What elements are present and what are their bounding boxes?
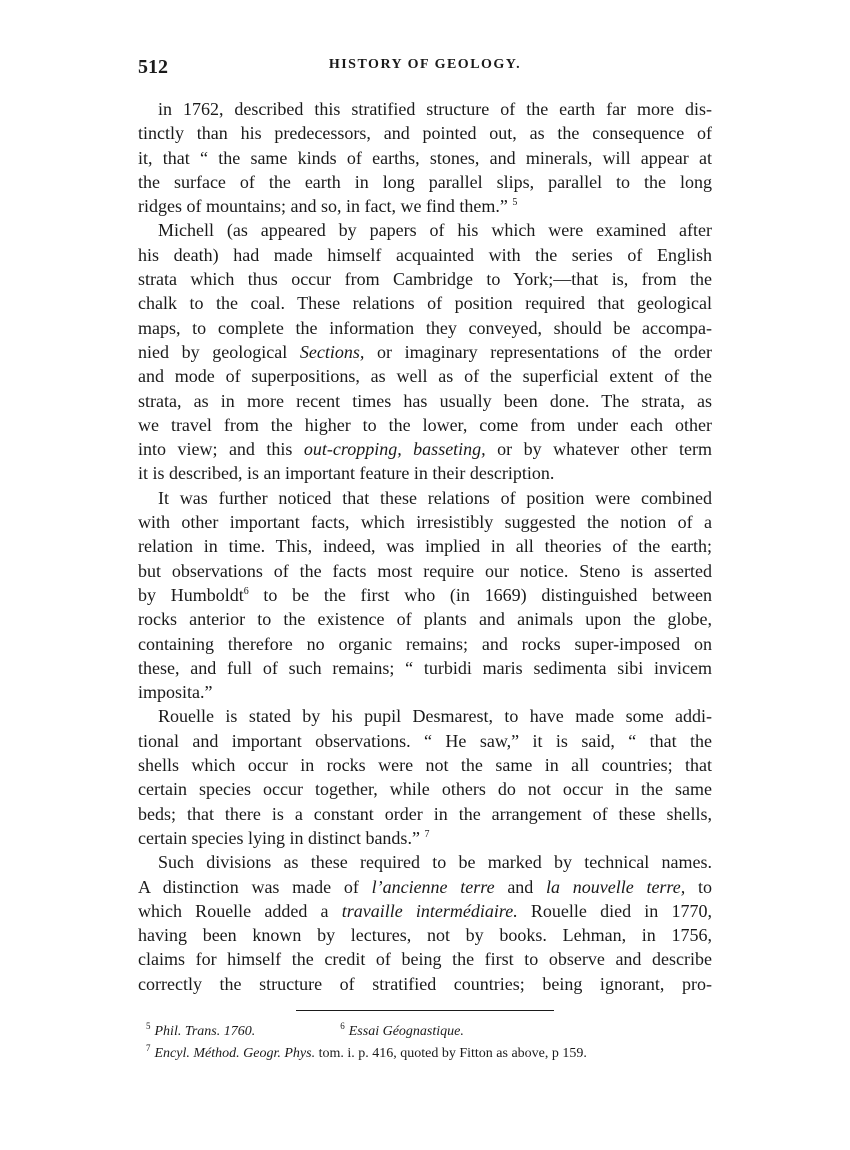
text-segment: beds; that there is a constant order in the arrangement of these shells, (138, 803, 712, 824)
text-segment: shells which occur in rocks were not the same in all countries; that (138, 755, 712, 776)
text-line (138, 486, 712, 510)
text-segment: but observations of the facts most require our notice. Steno is asserted (138, 560, 712, 581)
text-segment: Rouelle died in 1770, (517, 900, 712, 921)
footnote-rule (296, 1010, 554, 1011)
footnote-row (146, 1043, 712, 1065)
text-segment: correctly the structure of stratified countries; being ignorant, pro- (138, 973, 712, 994)
footnote-5: Phil. Trans. 1760. (154, 1023, 256, 1039)
text-line (138, 170, 712, 194)
footnote-mark: 5 (146, 1021, 151, 1032)
text-line (138, 729, 712, 753)
italic-text: Sections, (299, 341, 365, 362)
text-line (138, 218, 712, 242)
paragraph (138, 218, 712, 485)
text-segment: having been known by lectures, not by books. Lehman, in 1756, (138, 925, 712, 946)
text-line (138, 826, 712, 850)
page-number: 512 (138, 56, 168, 78)
text-line (138, 753, 712, 777)
paragraph (138, 97, 712, 218)
text-line (138, 972, 712, 996)
text-segment: Rouelle is stated by his pupil Desmarest, to have made some addi- (158, 706, 712, 727)
text-segment: it is described, is an important feature in their description. (138, 463, 555, 484)
text-segment: to be the first who (in 1669) distinguished between (248, 584, 712, 605)
page-content (138, 56, 712, 1065)
text-segment: and mode of superpositions, as well as of the superficial extent of the (138, 366, 712, 387)
footnote-row (146, 1021, 712, 1043)
text-line (138, 461, 712, 485)
text-line (138, 875, 712, 899)
text-line (138, 899, 712, 923)
text-segment: these, and full of such remains; “ turbidi maris sedimenta sibi invicem (138, 657, 712, 678)
text-segment: tional and important observations. “ He saw,” it is said, “ that the (138, 730, 712, 751)
text-line (138, 413, 712, 437)
body-text (138, 97, 712, 996)
footnote-7-source: Encyl. Méthod. Geogr. Phys. (154, 1045, 316, 1061)
text-segment: certain species lying in distinct bands.” (138, 827, 425, 848)
text-segment: or imaginary representations of the order (364, 341, 712, 362)
text-segment: chalk to the coal. These relations of position required that geological (138, 293, 712, 314)
text-segment: A distinction was made of (138, 876, 372, 897)
text-segment: or by whatever other term (485, 439, 712, 460)
text-segment: certain species occur together, while others do not occur in the same (138, 779, 712, 800)
italic-text: travaille intermédiaire. (341, 900, 518, 921)
text-segment: his death) had made himself acquainted with the series of English (138, 244, 712, 265)
text-segment: it, that “ the same kinds of earths, stones, and minerals, will appear at (138, 147, 712, 168)
text-line (138, 389, 712, 413)
text-line (138, 364, 712, 388)
paragraph (138, 704, 712, 850)
italic-text: out-cropping, basseting, (303, 439, 486, 460)
text-segment: strata which thus occur from Cambridge to York;—that is, from the (138, 269, 712, 290)
text-line (138, 923, 712, 947)
paragraph (138, 486, 712, 705)
text-line (138, 267, 712, 291)
text-segment: in 1762, described this stratified structure of the earth far more dis- (158, 99, 712, 119)
text-segment: claims for himself the credit of being the first to observe and describe (138, 949, 712, 970)
italic-text: la nouvelle terre, (546, 876, 686, 897)
text-line (138, 291, 712, 315)
text-line (138, 510, 712, 534)
text-segment: Michell (as appeared by papers of his which were examined after (158, 220, 712, 241)
text-segment: which Rouelle added a (138, 900, 342, 921)
text-segment: containing therefore no organic remains; and rocks super-imposed on (138, 633, 712, 654)
text-line (138, 97, 712, 121)
text-segment: strata, as in more recent times has usually been done. The strata, as (138, 390, 712, 411)
text-line (138, 656, 712, 680)
text-segment: the surface of the earth in long parallel slips, parallel to the long (138, 171, 712, 192)
text-line (138, 121, 712, 145)
text-line (138, 146, 712, 170)
text-segment: into view; and this (138, 439, 304, 460)
footnote-reference: 5 (512, 197, 518, 209)
text-line (138, 850, 712, 874)
text-line (138, 777, 712, 801)
italic-text: l’ancienne terre (371, 876, 495, 897)
footnote-reference: 6 (243, 585, 249, 597)
footnote-6: Essai Géognastique. (348, 1023, 464, 1039)
text-segment: imposita.” (138, 682, 213, 703)
text-segment: we travel from the higher to the lower, come from under each other (138, 414, 712, 435)
text-line (138, 437, 712, 461)
footnote-mark: 7 (146, 1043, 151, 1054)
text-segment: It was further noticed that these relations of position were combined (158, 487, 712, 508)
text-line (138, 194, 712, 218)
text-line (138, 947, 712, 971)
text-line (138, 802, 712, 826)
text-line (138, 559, 712, 583)
text-line (138, 607, 712, 631)
text-segment: with other important facts, which irresistibly suggested the notion of a (138, 512, 712, 533)
text-line (138, 632, 712, 656)
text-segment: relation in time. This, indeed, was implied in all theories of the earth; (138, 536, 712, 557)
text-line (138, 243, 712, 267)
text-segment: ridges of mountains; and so, in fact, we find them.” (138, 196, 513, 217)
text-segment: nied by geological (138, 341, 300, 362)
text-segment: rocks anterior to the existence of plants and animals upon the globe, (138, 609, 712, 630)
footnote-mark: 6 (340, 1021, 345, 1032)
text-line (138, 340, 712, 364)
text-segment: and (494, 876, 547, 897)
paragraph (138, 850, 712, 996)
text-segment: tinctly than his predecessors, and pointed out, as the consequence of (138, 123, 712, 144)
text-line (138, 680, 712, 704)
text-segment: by Humboldt (138, 584, 244, 605)
text-segment: maps, to complete the information they conveyed, should be accompa- (138, 317, 712, 338)
text-line (138, 534, 712, 558)
text-segment: Such divisions as these required to be marked by technical names. (158, 852, 712, 873)
text-segment: to (685, 876, 712, 897)
footnote-7: tom. i. p. 416, quoted by Fitton as above, p 159. (315, 1045, 587, 1061)
footnotes (138, 1021, 712, 1065)
text-line (138, 583, 712, 607)
running-head (138, 56, 712, 86)
text-line (138, 704, 712, 728)
running-title: HISTORY OF GEOLOGY. (328, 57, 522, 72)
footnote-reference: 7 (424, 828, 430, 840)
text-line (138, 316, 712, 340)
